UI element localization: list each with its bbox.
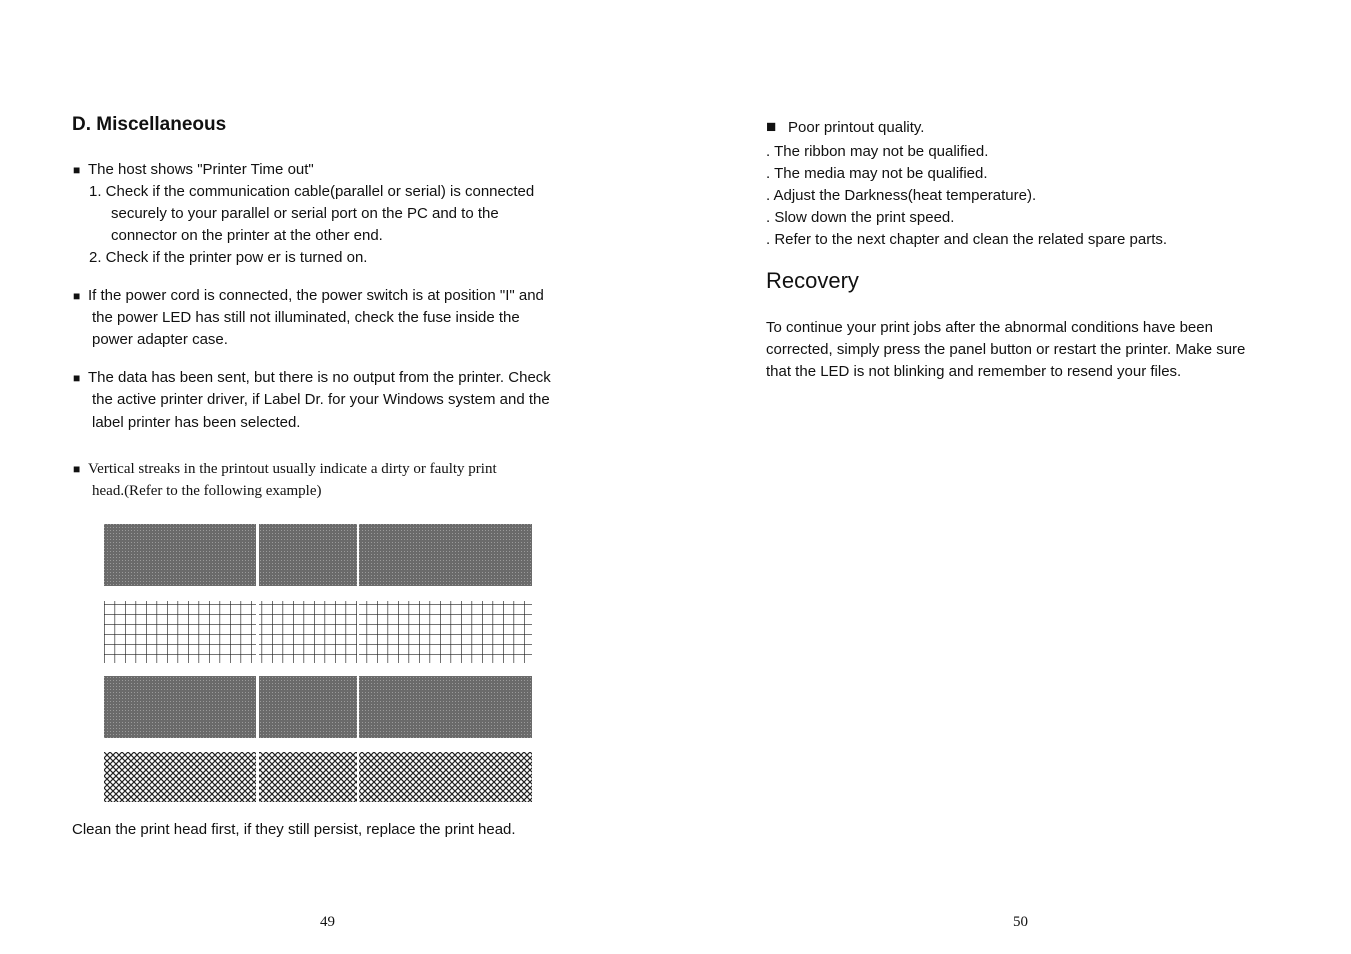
vertical-streak bbox=[256, 524, 259, 802]
item-line: If the power cord is connected, the power switch is at position "I" and bbox=[88, 287, 544, 304]
black-square-icon: ■ bbox=[73, 289, 81, 303]
recovery-line: To continue your print jobs after the abnormal conditions have been bbox=[766, 319, 1213, 336]
black-square-icon: ■ bbox=[73, 371, 81, 385]
step-line: connector on the printer at the other end. bbox=[111, 227, 383, 244]
footer-note: Clean the print head first, if they still persist, replace the print head. bbox=[72, 821, 516, 838]
list-item-poor-quality bbox=[766, 116, 924, 139]
item-line: label printer has been selected. bbox=[92, 414, 301, 431]
list-item-printer-timeout bbox=[73, 159, 314, 181]
list-item-no-output bbox=[73, 367, 551, 389]
recovery-heading: Recovery bbox=[766, 268, 859, 293]
item-line: power adapter case. bbox=[92, 331, 228, 348]
dark-band-top bbox=[104, 524, 532, 586]
recovery-line: that the LED is not blinking and remember to resend your files. bbox=[766, 363, 1182, 380]
check-line: . The media may not be qualified. bbox=[766, 165, 988, 182]
step-line: securely to your parallel or serial port on the PC and to the bbox=[111, 205, 499, 222]
check-line: . Slow down the print speed. bbox=[766, 209, 955, 226]
item-line: Vertical streaks in the printout usually indicate a dirty or faulty print bbox=[88, 461, 497, 477]
check-line: . The ribbon may not be qualified. bbox=[766, 143, 989, 160]
vertical-streak bbox=[357, 524, 359, 802]
page-number-right: 50 bbox=[1013, 914, 1028, 930]
black-square-icon: ■ bbox=[766, 117, 777, 136]
step-line: 1. Check if the communication cable(parallel or serial) is connected bbox=[89, 183, 535, 200]
list-item-vertical-streaks bbox=[73, 458, 497, 480]
item-line: The data has been sent, but there is no output from the printer. Check bbox=[88, 369, 551, 386]
item-line: head.(Refer to the following example) bbox=[92, 483, 322, 499]
streaks-example-figure bbox=[104, 524, 534, 802]
black-square-icon: ■ bbox=[73, 462, 81, 476]
item-line: the active printer driver, if Label Dr. for your Windows system and the bbox=[92, 391, 550, 408]
check-line: . Refer to the next chapter and clean the related spare parts. bbox=[766, 231, 1168, 248]
list-item-power-cord bbox=[73, 285, 544, 307]
dark-band-middle bbox=[104, 676, 532, 738]
grid-band bbox=[104, 601, 532, 663]
item-title: Poor printout quality. bbox=[788, 119, 925, 136]
check-line: . Adjust the Darkness(heat temperature). bbox=[766, 187, 1037, 204]
recovery-line: corrected, simply press the panel button or restart the printer. Make sure bbox=[766, 341, 1246, 358]
item-title: The host shows "Printer Time out" bbox=[88, 161, 314, 178]
step-line: 2. Check if the printer pow er is turned on. bbox=[89, 249, 368, 266]
section-heading: D. Miscellaneous bbox=[72, 114, 227, 135]
crosshatch-band bbox=[104, 752, 532, 802]
item-line: the power LED has still not illuminated, check the fuse inside the bbox=[92, 309, 520, 326]
page-number-left: 49 bbox=[320, 914, 335, 930]
black-square-icon: ■ bbox=[73, 163, 81, 177]
